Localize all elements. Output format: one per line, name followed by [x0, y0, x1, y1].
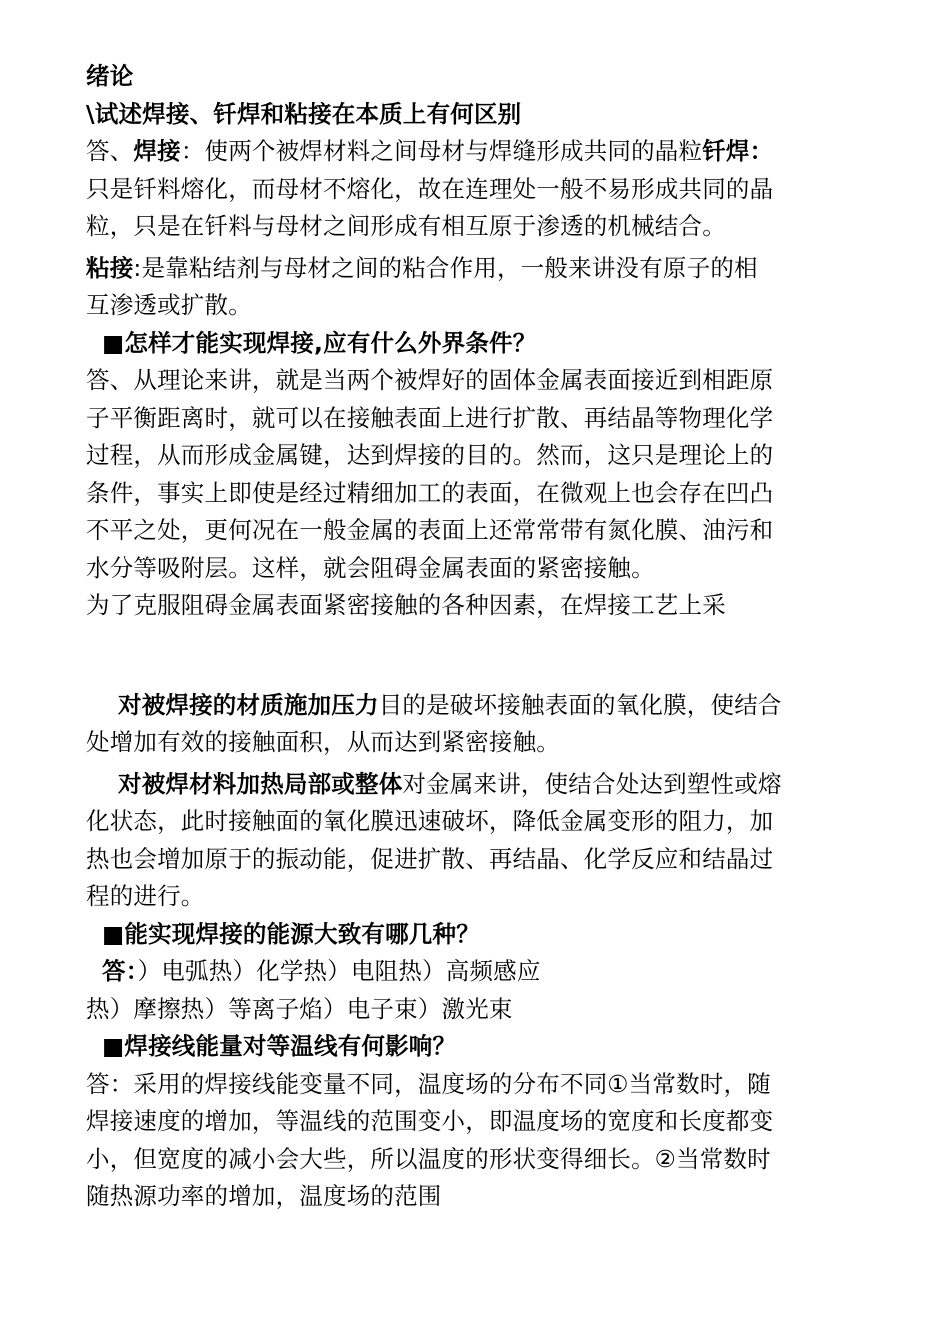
- blank-spacer: [86, 625, 876, 687]
- q4-answer-line: 焊接速度的增加，等温线的范围变小，即温度场的宽度和长度都变: [86, 1107, 774, 1135]
- q2-answer-line: 不平之处，更何况在一般金属的表面上还常常带有氮化膜、油污和: [86, 516, 774, 544]
- answer-prefix: 答：: [102, 957, 138, 985]
- term-weld: 焊接: [133, 137, 181, 165]
- q4-answer-line: 随热源功率的增加，温度场的范围: [86, 1182, 442, 1210]
- q3-answer-line-1: [86, 953, 876, 991]
- pressure-line-1: [86, 687, 876, 725]
- term-bond: 粘接: [86, 253, 134, 282]
- q1-bond-line-2: 互渗透或扩散。: [86, 291, 252, 319]
- q1-bond-line-1: [86, 250, 876, 288]
- bond-definition: :是靠粘结剂与母材之间的粘合作用，一般来讲没有原子的相: [133, 253, 758, 282]
- q2-answer-line: 水分等吸附层。这样，就会阻碍金属表面的紧密接触。: [86, 553, 655, 582]
- q2-answer-line: 条件，事实上即使是经过精细加工的表面，在微观上也会存在凹凸: [86, 478, 774, 507]
- heat-line-4: 程的进行。: [86, 882, 205, 910]
- answer-prefix: 答、: [86, 137, 134, 165]
- question-3-heading: ■能实现焊接的能源大致有哪几种？: [102, 919, 480, 948]
- heat-text: 对金属来讲，使结合处达到塑性或熔: [402, 769, 782, 798]
- q2-answer-line: 为了克服阻碍金属表面紧密接触的各种因素，在焊接工艺上采: [86, 591, 726, 619]
- energy-sources-1: ）电弧热）化学热）电阻热）高频感应: [137, 957, 541, 985]
- q2-answer-line: 答、从理论来讲，就是当两个被焊好的固体金属表面接近到相距原: [86, 366, 774, 394]
- pressure-text: 目的是破坏接触表面的氧化膜，使结合: [378, 690, 782, 719]
- q3-answer-line-2: 热）摩擦热）等离子焰）电子束）激光束: [86, 994, 513, 1023]
- section-title: 绪论: [86, 62, 134, 90]
- q4-answer-line: 小，但宽度的减小会大些，所以温度的形状变得细长。②当常数时: [86, 1144, 771, 1173]
- term-braze: 钎焊：: [702, 137, 774, 165]
- pressure-line-2: 处增加有效的接触面积，从而达到紧密接触。: [86, 728, 560, 756]
- question-2-heading: ■怎样才能实现焊接,应有什么外界条件？: [102, 328, 537, 357]
- heat-line-2: 化状态，此时接触面的氧化膜迅速破坏，降低金属变形的阻力，加: [86, 807, 774, 835]
- term-heat: 对被焊材料加热局部或整体: [118, 769, 403, 798]
- q1-answer-line-3: 粒，只是在钎料与母材之间形成有相互原于渗透的机械结合。: [86, 212, 726, 240]
- document-page: [86, 58, 876, 1216]
- heat-line-1: [86, 766, 876, 804]
- question-4-heading: ■焊接线能量对等温线有何影响？: [102, 1032, 457, 1060]
- question-1-heading: \试述焊接、钎焊和粘接在本质上有何区别: [86, 99, 522, 128]
- q4-answer-line: 答：采用的焊接线能变量不同，温度场的分布不同①当常数时，随: [86, 1069, 771, 1098]
- q1-answer-line-2: 只是钎料熔化，而母材不熔化，故在连理处一般不易形成共同的晶: [86, 174, 774, 203]
- term-pressure: 对被焊接的材质施加压力: [118, 690, 379, 719]
- q2-answer-line: 子平衡距离时，就可以在接触表面上进行扩散、再结晶等物理化学: [86, 403, 774, 432]
- q1-answer-line-1: [86, 133, 876, 171]
- heat-line-3: 热也会增加原于的振动能，促进扩散、再结晶、化学反应和结晶过: [86, 844, 774, 873]
- weld-definition: ：使两个被焊材料之间母材与焊缝形成共同的晶粒: [180, 137, 703, 165]
- q2-answer-line: 过程，从而形成金属键，达到焊接的目的。然而，这只是理论上的: [86, 441, 774, 469]
